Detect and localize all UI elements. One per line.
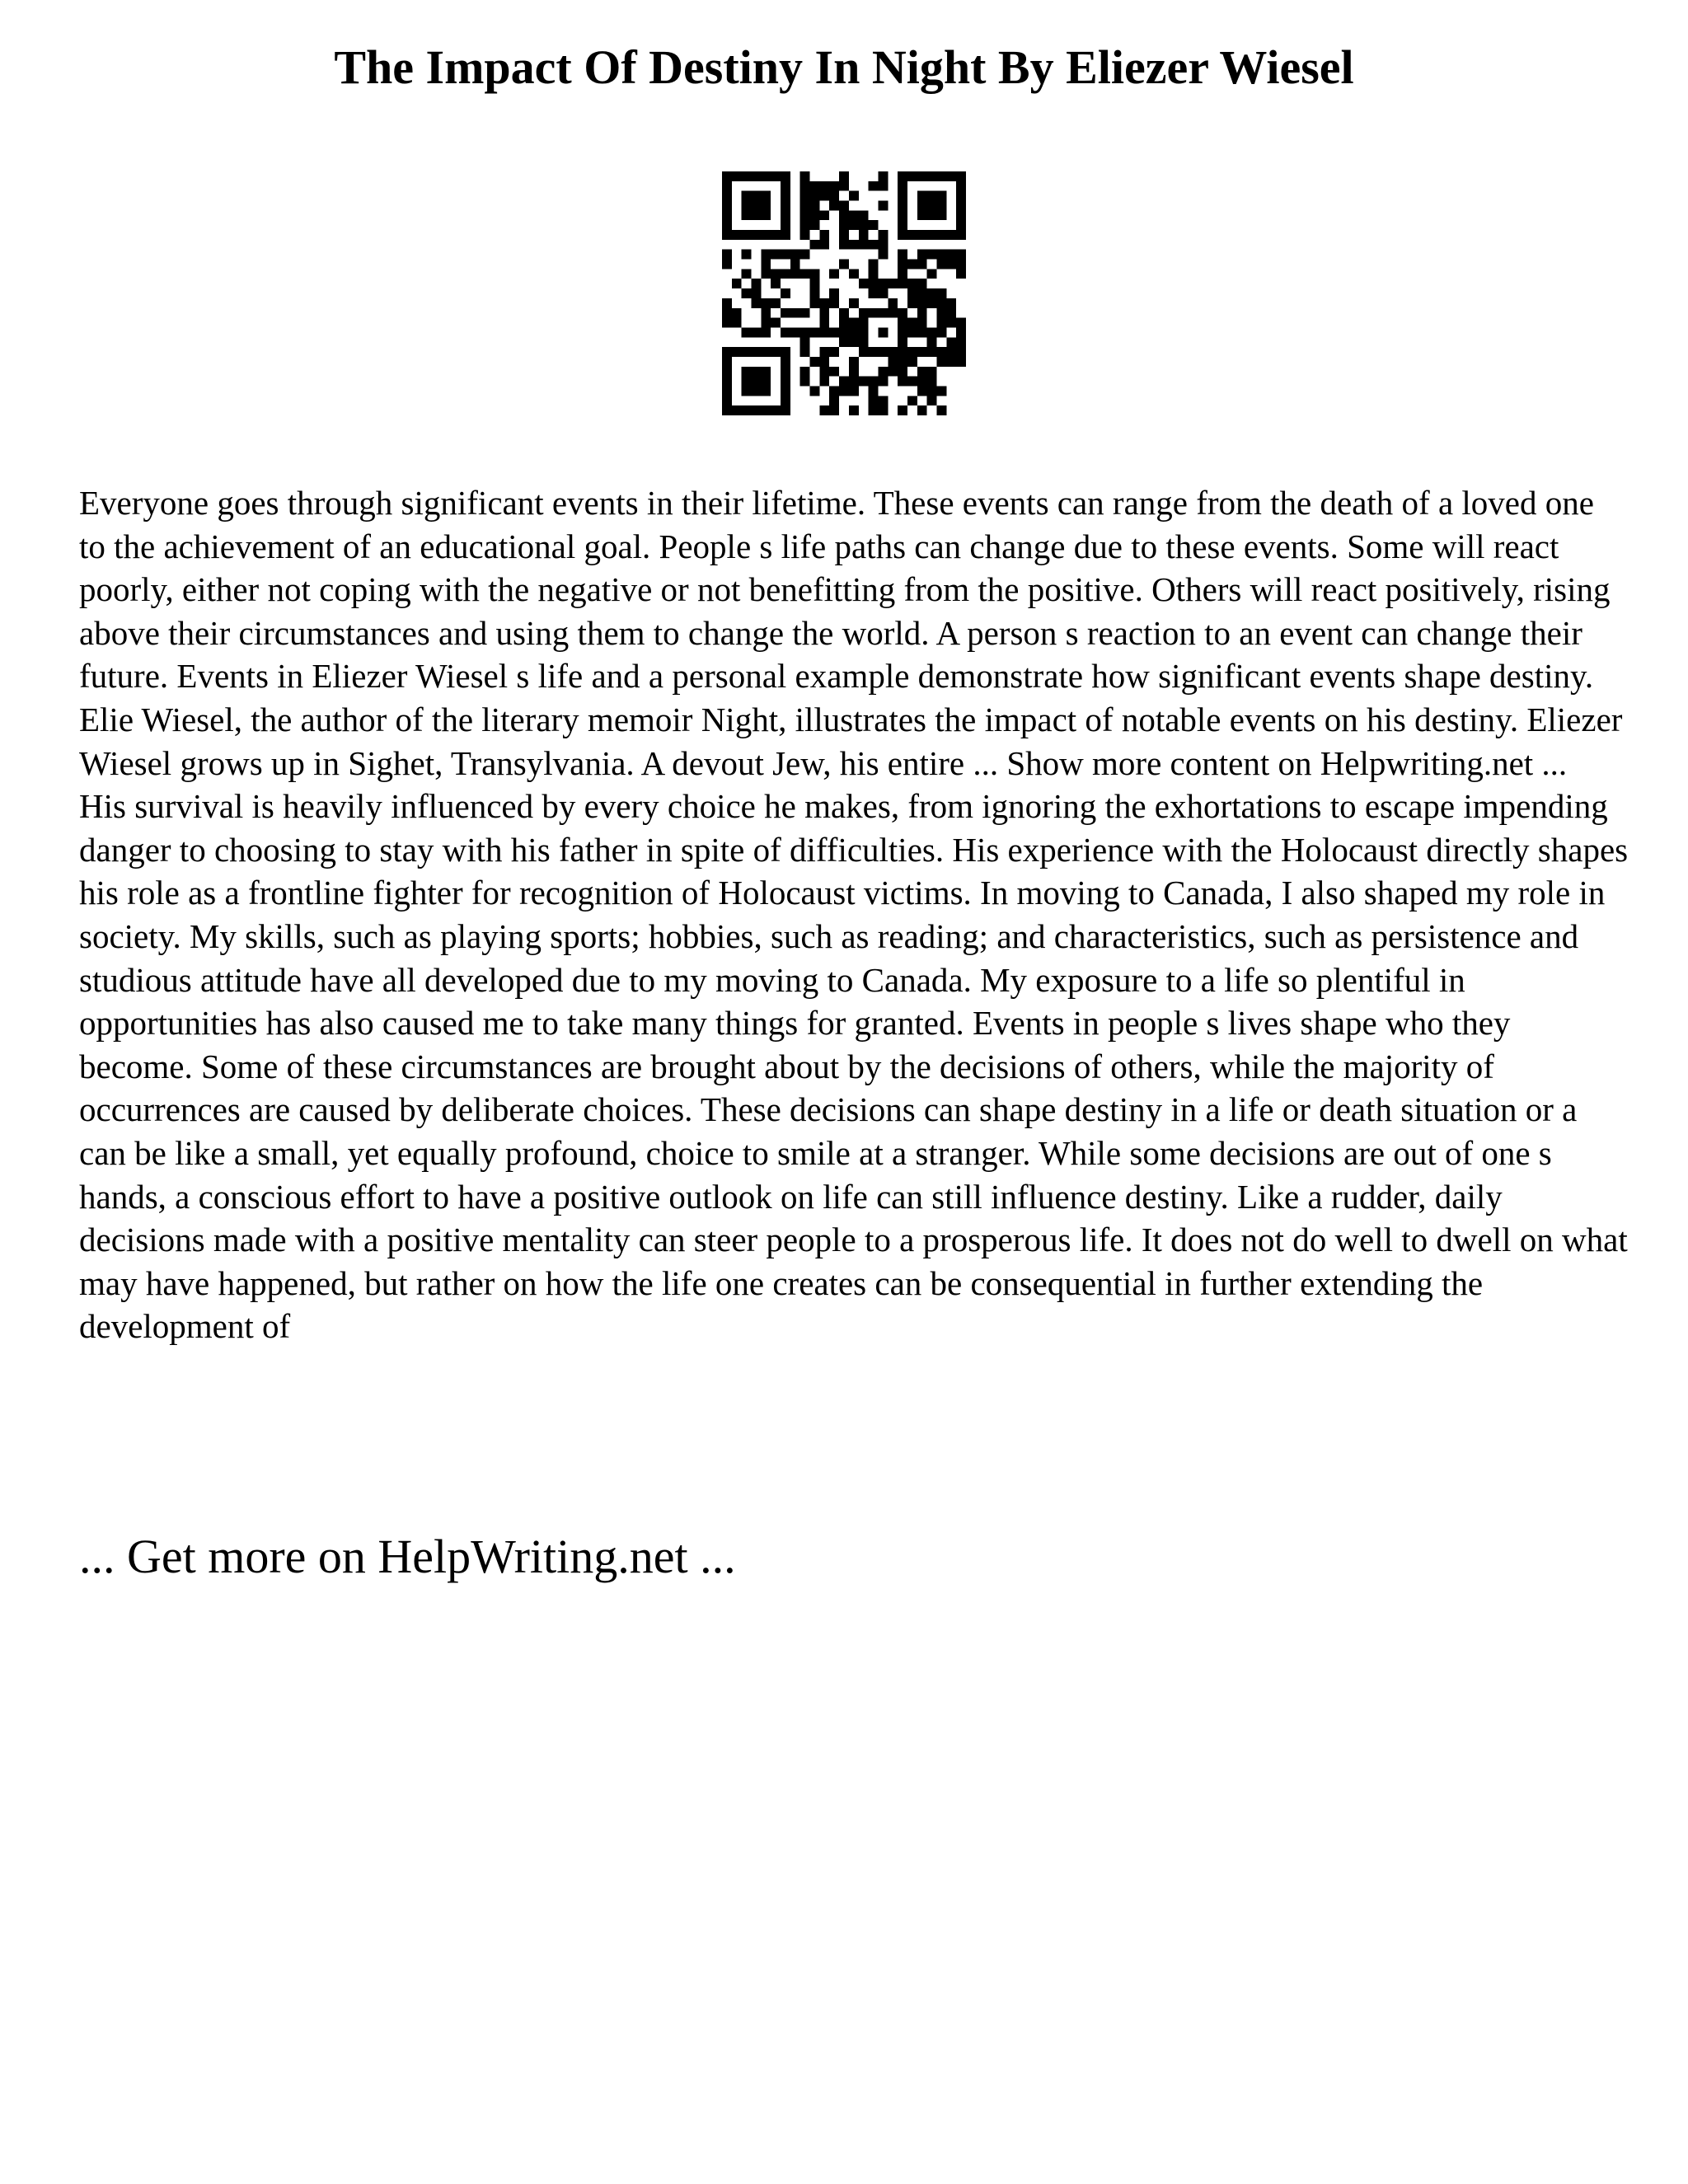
paragraph-wiesel: Elie Wiesel, the author of the literary memoir Night, illustrates the impact of notable events on his destiny. Eliezer Wiesel grows up in Sighet, Transylvania. A devout Jew, his entire ... Show more content on Helpwriting.net ... <box>79 700 1623 782</box>
paragraph-intro: Everyone goes through significant events in their lifetime. These events can range from the death of a loved one to the achievement of an educational goal. People s life paths can change due to these events. Some will react poorly, either not coping with the negative or not benefitting from the positive. Others will react positively, rising above their circumstances and using them to change the world. A person s reaction to an event can change their future. Events in Eliezer Wiesel s life and a personal example demonstrate how significant events shape destiny. <box>79 484 1611 696</box>
get-more-link[interactable]: ... Get more on HelpWriting.net ... <box>79 1530 736 1583</box>
qr-code-icon[interactable] <box>722 171 966 415</box>
paragraph-survival: His survival is heavily influenced by every choice he makes, from ignoring the exhortations to escape impending danger to choosing to stay with his father in spite of difficulties. His experience with the Holocaust directly shapes his role as a frontline fighter for recognition of Holocaust victims. In moving to Canada, I also shaped my role in society. My skills, such as playing sports; hobbies, such as reading; and characteristics, such as persistence and studious attitude have all developed due to my moving to Canada. My exposure to a life so plentiful in opportunities has also caused me to take many things for granted. Events in people s lives shape who they become. Some of these circumstances are brought about by the decisions of others, while the majority of occurrences are caused by deliberate choices. These decisions can shape destiny in a life or death situation or a can be like a small, yet equally profound, choice to smile at a stranger. While some decisions are out of one s hands, a conscious effort to have a positive outlook on life can still influence destiny. Like a rudder, daily decisions made with a positive mentality can steer people to a prosperous life. It does not do well to dwell on what may have happened, but rather on how the life one creates can be consequential in further extending the development of <box>79 787 1629 1346</box>
page-title: The Impact Of Destiny In Night By Eliezer Wiesel <box>334 40 1354 94</box>
article-body <box>79 481 1629 1348</box>
